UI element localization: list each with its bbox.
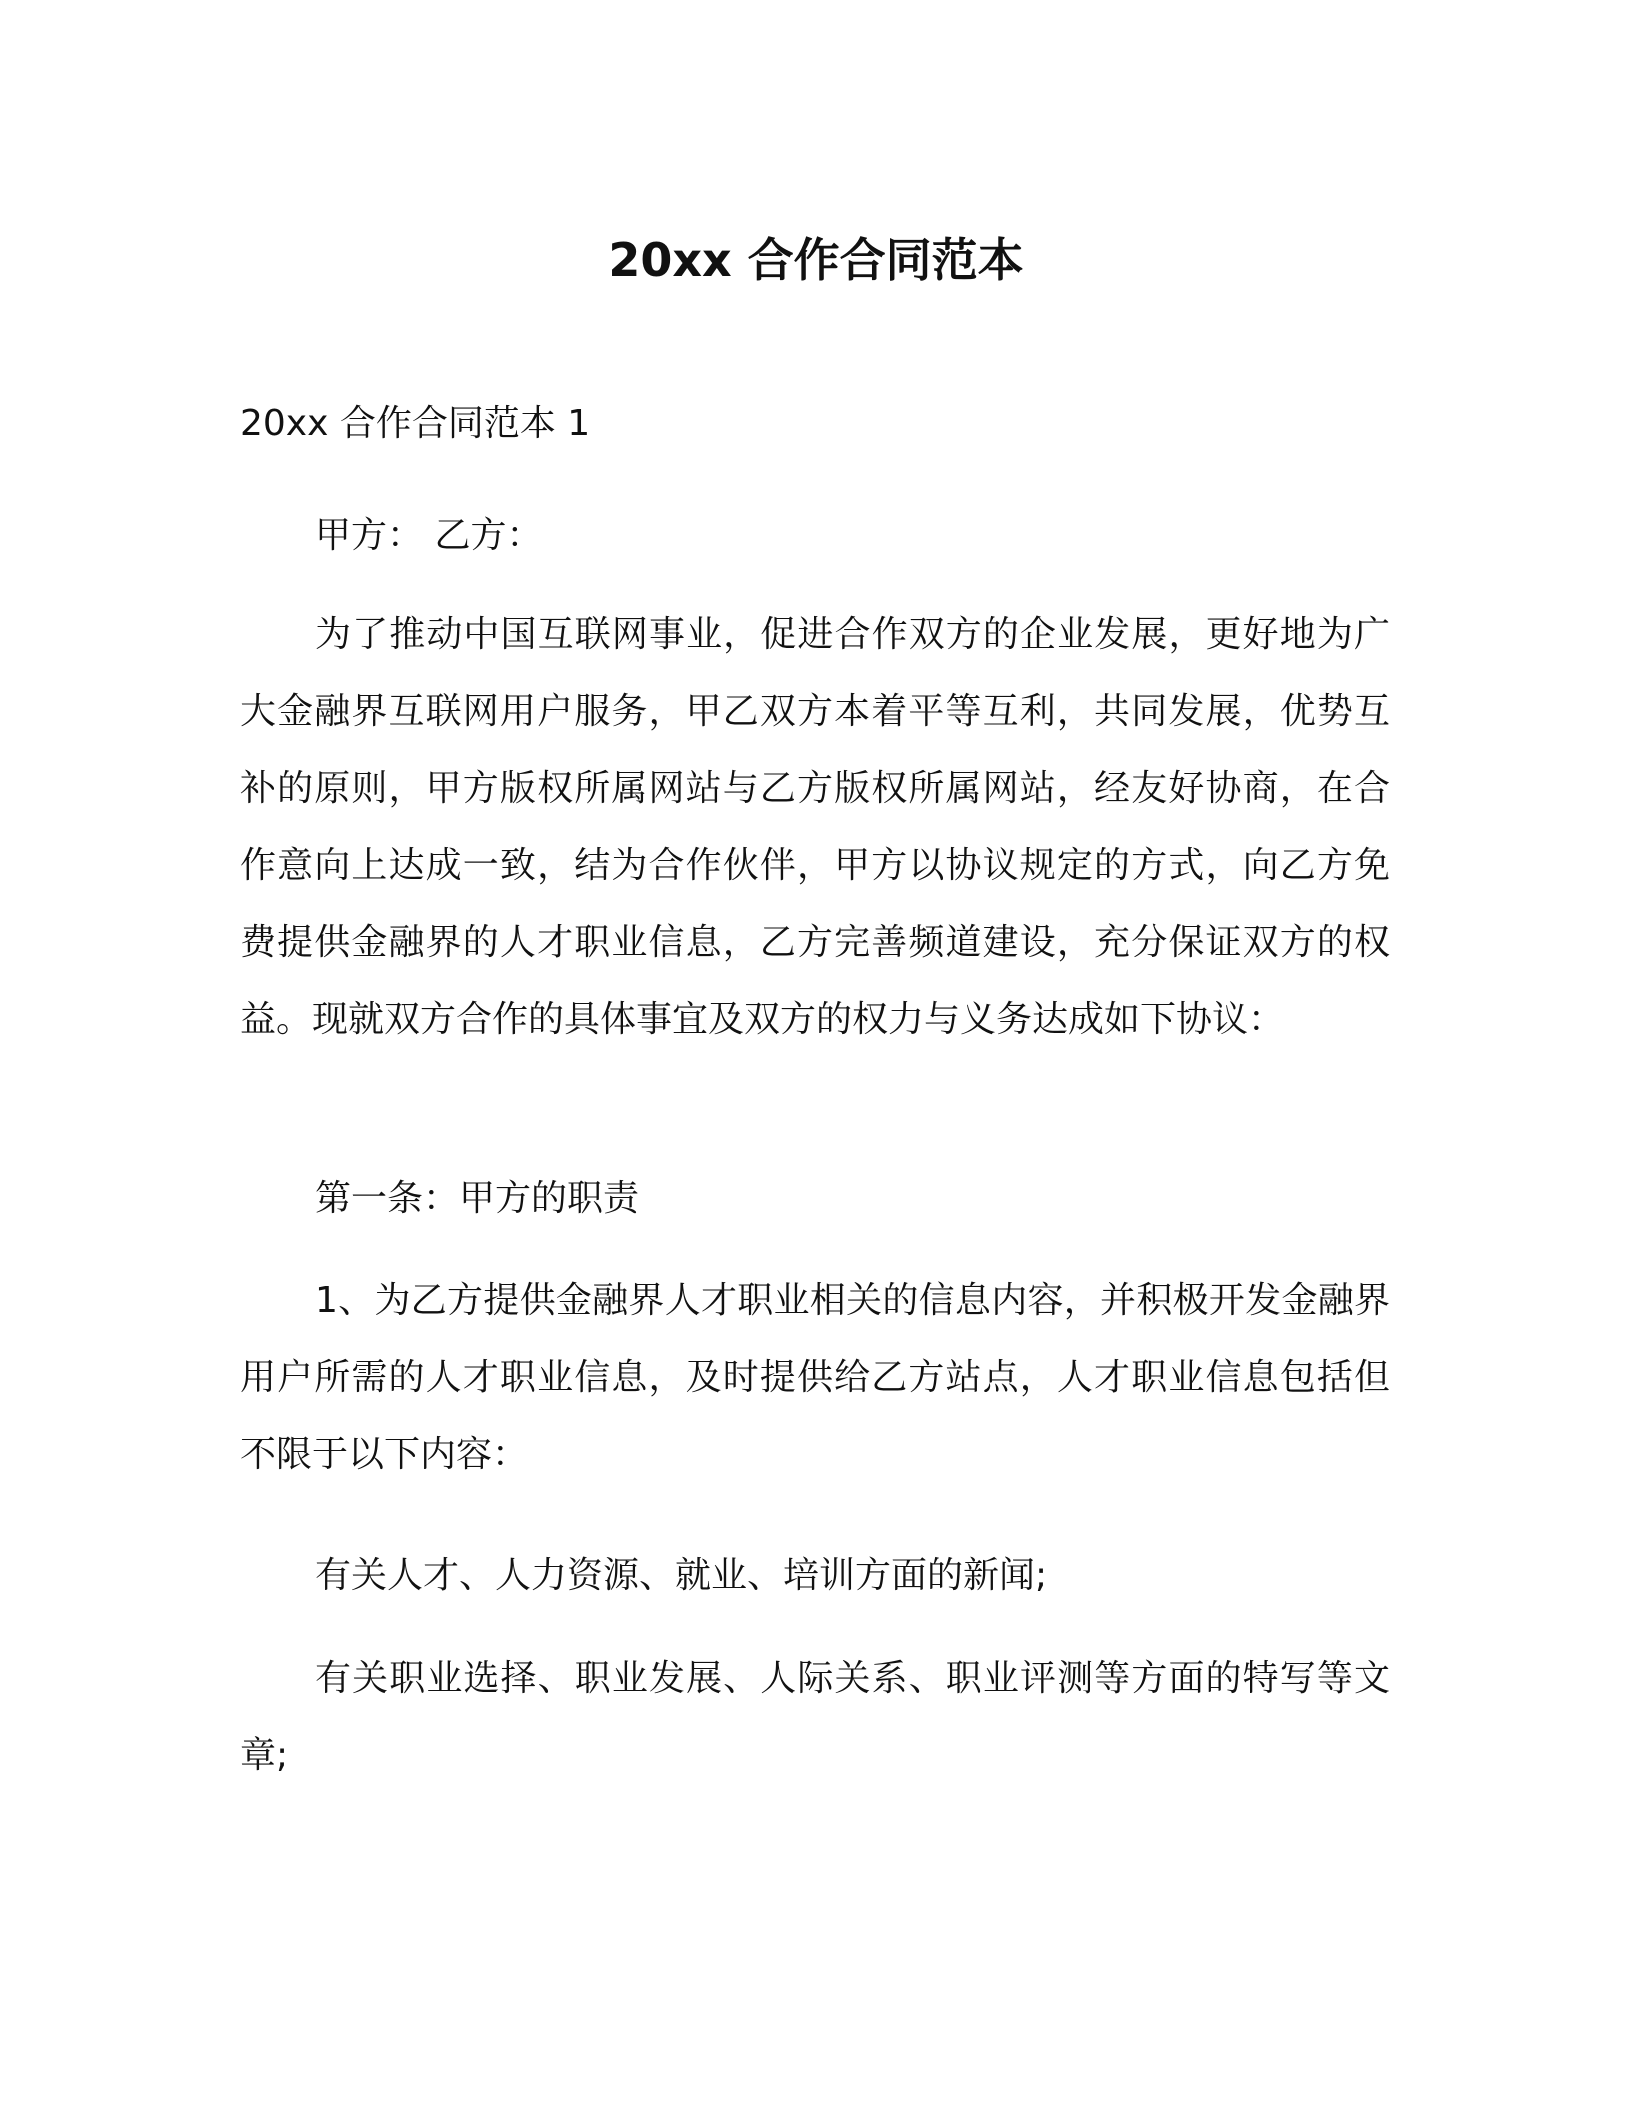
clause-paragraph: 1、为乙方提供金融界人才职业相关的信息内容，并积极开发金融界用户所需的人才职业信息，及时提供给乙方站点，人才职业信息包括但不限于以下内容：	[240, 1280, 1390, 1475]
list-item: 有关职业选择、职业发展、人际关系、职业评测等方面的特写等文章;	[240, 1658, 1390, 1776]
document-title: 20xx 合作合同范本	[608, 233, 1024, 287]
list-item: 有关人才、人力资源、就业、培训方面的新闻;	[315, 1555, 1048, 1596]
intro-paragraph: 为了推动中国互联网事业，促进合作双方的企业发展，更好地为广大金融界互联网用户服务，甲乙双方本着平等互利，共同发展，优势互补的原则，甲方版权所属网站与乙方版权所属网站，经友好协商，在合作意向上达成一致，结为合作伙伴，甲方以协议规定的方式，向乙方免费提供金融界的人才职业信息，乙方完善频道建设，充分保证双方的权益。现就双方合作的具体事宜及双方的权力与义务达成如下协议：	[240, 614, 1390, 1040]
article-heading: 第一条：甲方的职责	[315, 1178, 640, 1219]
document-subtitle: 20xx 合作合同范本 1	[240, 403, 591, 444]
party-line: 甲方： 乙方：	[315, 515, 543, 556]
